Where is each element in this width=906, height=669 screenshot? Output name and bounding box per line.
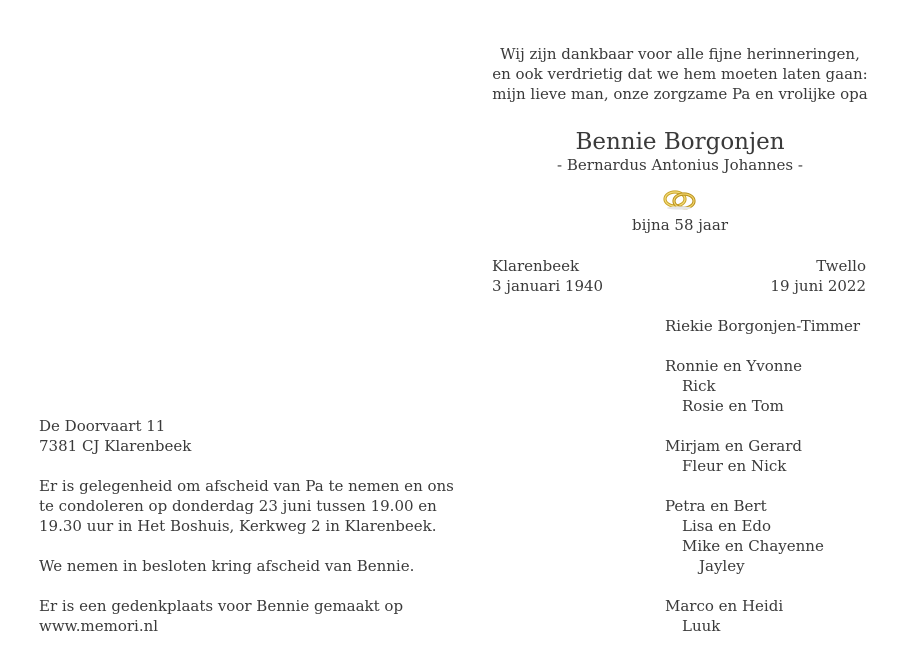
address-city: 7381 CJ Klarenbeek xyxy=(39,437,192,455)
intro-line-2: en ook verdrietig dat we hem moeten laten gaan: xyxy=(492,65,868,83)
intro-line-3: mijn lieve man, onze zorgzame Pa en vrolijke opa xyxy=(492,85,868,103)
family-grandchild: Fleur en Nick xyxy=(682,457,787,475)
family-grandchild: Lisa en Edo xyxy=(682,517,772,535)
condolence-line-2: te condoleren op donderdag 23 juni tussen 19.00 en xyxy=(39,497,437,515)
family-grandchild: Luuk xyxy=(682,617,721,635)
memorial-url: www.memori.nl xyxy=(39,617,159,635)
family-grandchild: Rosie en Tom xyxy=(682,397,784,415)
family-spouse: Riekie Borgonjen-Timmer xyxy=(665,317,861,335)
deceased-full-name: - Bernardus Antonius Johannes - xyxy=(557,156,803,174)
memorial-note: Er is een gedenkplaats voor Bennie gemaakt op xyxy=(39,597,404,615)
family-grandchild: Mike en Chayenne xyxy=(682,537,824,555)
condolence-line-3: 19.30 uur in Het Boshuis, Kerkweg 2 in Klarenbeek. xyxy=(39,517,437,535)
death-place: Twello xyxy=(816,257,866,275)
death-date: 19 juni 2022 xyxy=(770,277,866,295)
birth-date: 3 januari 1940 xyxy=(492,277,604,295)
family-child: Marco en Heidi xyxy=(665,597,784,615)
farewell-note: We nemen in besloten kring afscheid van Bennie. xyxy=(39,557,415,575)
condolence-line-1: Er is gelegenheid om afscheid van Pa te nemen en ons xyxy=(39,477,454,495)
intro-line-1: Wij zijn dankbaar voor alle fijne herinneringen, xyxy=(500,45,860,63)
wedding-rings-icon xyxy=(662,187,698,211)
family-great-grandchild: Jayley xyxy=(699,557,745,575)
family-grandchild: Rick xyxy=(682,377,716,395)
family-child: Mirjam en Gerard xyxy=(665,437,802,455)
family-child: Ronnie en Yvonne xyxy=(665,357,802,375)
address-street: De Doorvaart 11 xyxy=(39,417,166,435)
family-child: Petra en Bert xyxy=(665,497,767,515)
birth-place: Klarenbeek xyxy=(492,257,580,275)
deceased-name: Bennie Borgonjen xyxy=(575,129,785,155)
age: bijna 58 jaar xyxy=(632,216,728,234)
